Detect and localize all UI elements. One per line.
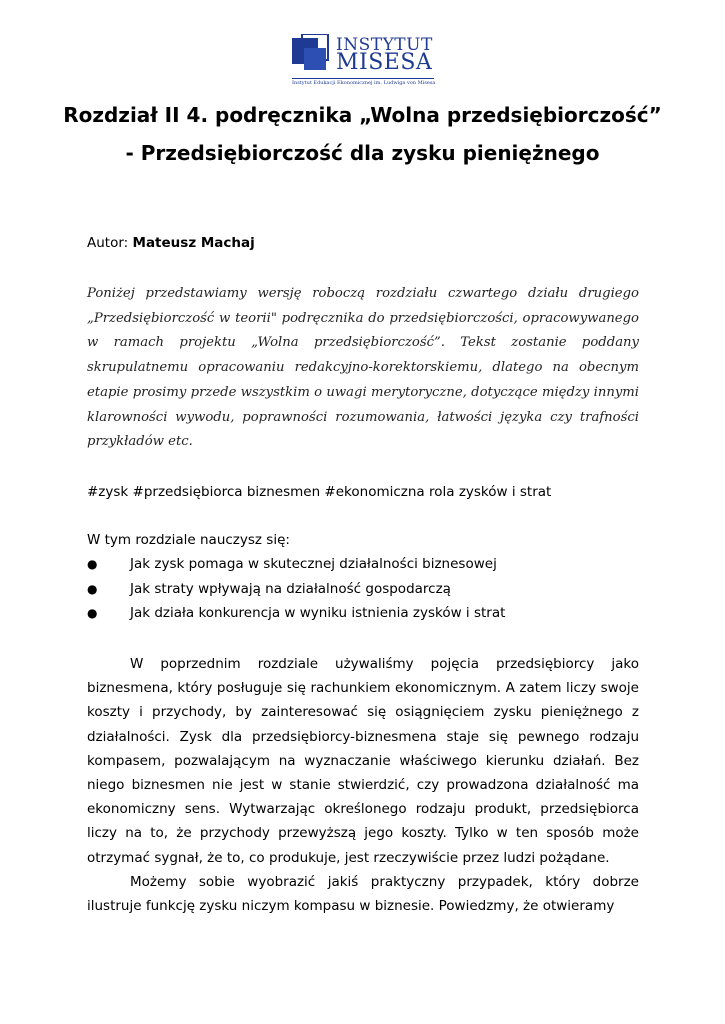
bullet-icon: ● — [87, 581, 98, 596]
list-item-text: Jak działa konkurencja w wyniku istnienia zysków i strat — [130, 605, 506, 621]
list-item-text: Jak straty wpływają na działalność gospodarczą — [130, 580, 451, 597]
paragraph: Możemy sobie wyobrazić jakiś praktyczny przypadek, który dobrze ilustruje funkcję zysku niczym kompasu w biznesie. Powiedzmy, że otwieramy — [87, 873, 639, 915]
author-name: Mateusz Machaj — [132, 235, 255, 251]
paragraph: W poprzednim rozdziale używaliśmy pojęcia przedsiębiorcy jako biznesmena, który posługuje się rachunkiem ekonomicznym. A zatem liczy swoje koszty i przychody, by zainteresować się osiągnięciem zysku pieniężnego z działalności. Zysk dla przedsiębiorcy-biznesmena staje się pewnego rodzaju kompasem, pozwalającym na wyznaczanie właściwego kierunku działań. Bez niego biznesmen nie jest w stanie stwierdzić, czy prowadzona działalność ma ekonomiczny sens. Wytwarzając określonego rodzaju produkt, przedsiębiorca liczy na to, że przychody przewyższą jego koszty. Tylko w ten sposób może otrzymać sygnał, że to, co produkuje, jest rzeczywiście przez ludzi pożądane. — [87, 656, 639, 866]
bullet-icon: ● — [87, 606, 98, 620]
author-line — [87, 234, 255, 252]
institute-logo — [292, 32, 434, 90]
bullet-icon: ● — [87, 557, 98, 571]
logo-divider — [292, 78, 434, 79]
logo-subtitle: Instytut Edukacji Ekonomicznej im. Ludwiga von Misesa — [292, 80, 436, 86]
document-title: Rozdział II 4. podręcznika „Wolna przedsiębiorczość” - Przedsiębiorczość dla zysku pieniężnego — [63, 103, 662, 165]
author-label: Autor: — [87, 235, 129, 251]
learning-goals-heading: W tym rozdziale nauczysz się: — [87, 532, 290, 548]
hashtags: #zysk #przedsiębiorca biznesmen #ekonomiczna rola zysków i strat — [87, 484, 552, 500]
logo-word-top: INSTYTUT — [336, 35, 433, 55]
logo-emblem-icon — [292, 34, 330, 74]
intro-note: Poniżej przedstawiamy wersję roboczą rozdziału czwartego działu drugiego „Przedsiębiorczość w teorii" podręcznika do przedsiębiorczości, opracowywanego w ramach projektu „Wolna przedsiębiorczość”. Tekst zostanie poddany skrupulatnemu opracowaniu redakcyjno-korektorskiemu, dlatego na obecnym etapie prosimy przede wszystkim o uwagi merytoryczne, dotyczące między innymi klarowności wywodu, poprawności rozumowania, łatwości języka czy trafności przykładów etc. — [87, 286, 639, 450]
body-text — [87, 652, 639, 918]
list-item-text: Jak zysk pomaga w skutecznej działalności biznesowej — [130, 556, 497, 572]
logo-word-bottom: MISESA — [336, 50, 433, 75]
